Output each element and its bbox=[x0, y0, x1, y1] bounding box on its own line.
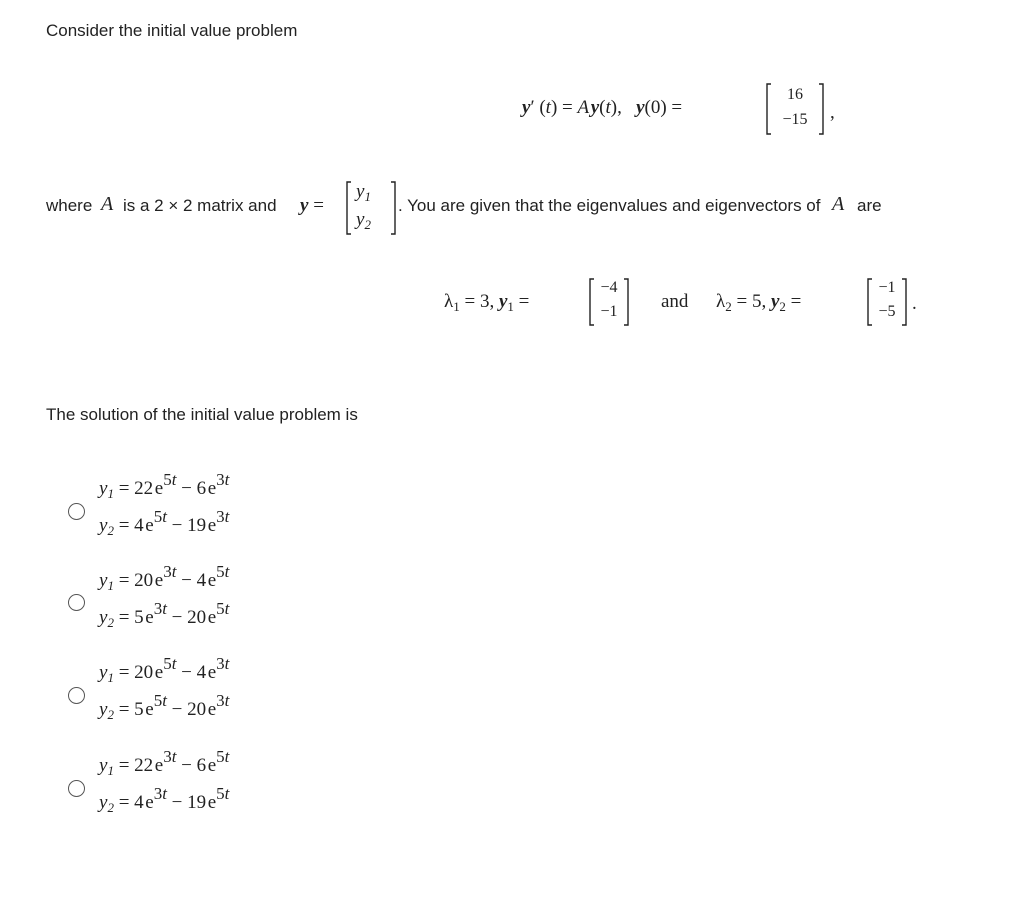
option-4-y2: $y_2 = 4$ $e^{3t} - 19$ $e^{5t}$ bbox=[99, 784, 230, 815]
solution-label: The solution of the initial value problem is bbox=[46, 405, 358, 424]
option-4-y1: $y_1 = 22$ $e^{3t} - 6$ $e^{5t}$ bbox=[99, 747, 230, 778]
eigenvector-2-bottom: −5 bbox=[878, 303, 896, 320]
eigenvalue-1: 3 bbox=[479, 291, 490, 312]
option-3-y2: $y_2 = 5$ $e^{5t} - 20$ $e^{3t}$ bbox=[99, 691, 230, 722]
option-1-y2: $y_2 = 4$ $e^{5t} - 19$ $e^{3t}$ bbox=[99, 507, 230, 538]
radio-option-1[interactable] bbox=[68, 503, 85, 520]
initial-value-bottom: −15 bbox=[782, 111, 808, 128]
radio-option-3[interactable] bbox=[68, 687, 85, 704]
option-2-y2: $y_2 = 5$ $e^{3t} - 20$ $e^{5t}$ bbox=[99, 599, 230, 630]
option-3-y1: $y_1 = 20$ $e^{5t} - 4$ $e^{3t}$ bbox=[99, 654, 230, 685]
eigenvector-1-bottom: −1 bbox=[600, 303, 618, 320]
radio-option-4[interactable] bbox=[68, 780, 85, 797]
y-vector-brackets bbox=[345, 180, 397, 236]
radio-option-2[interactable] bbox=[68, 594, 85, 611]
option-2-y1: $y_1 = 20$ $e^{3t} - 4$ $e^{5t}$ bbox=[99, 562, 230, 593]
eigenvector-1-top: −4 bbox=[600, 279, 618, 296]
initial-value-top: 16 bbox=[787, 86, 803, 103]
intro-text: Consider the initial value problem bbox=[46, 21, 298, 40]
eigenvalue-2: 5 bbox=[751, 291, 762, 312]
eigenvector-2-top: −1 bbox=[878, 279, 896, 296]
option-1-y1: $y_1 = 22$ $e^{5t} - 6$ $e^{3t}$ bbox=[99, 470, 230, 501]
